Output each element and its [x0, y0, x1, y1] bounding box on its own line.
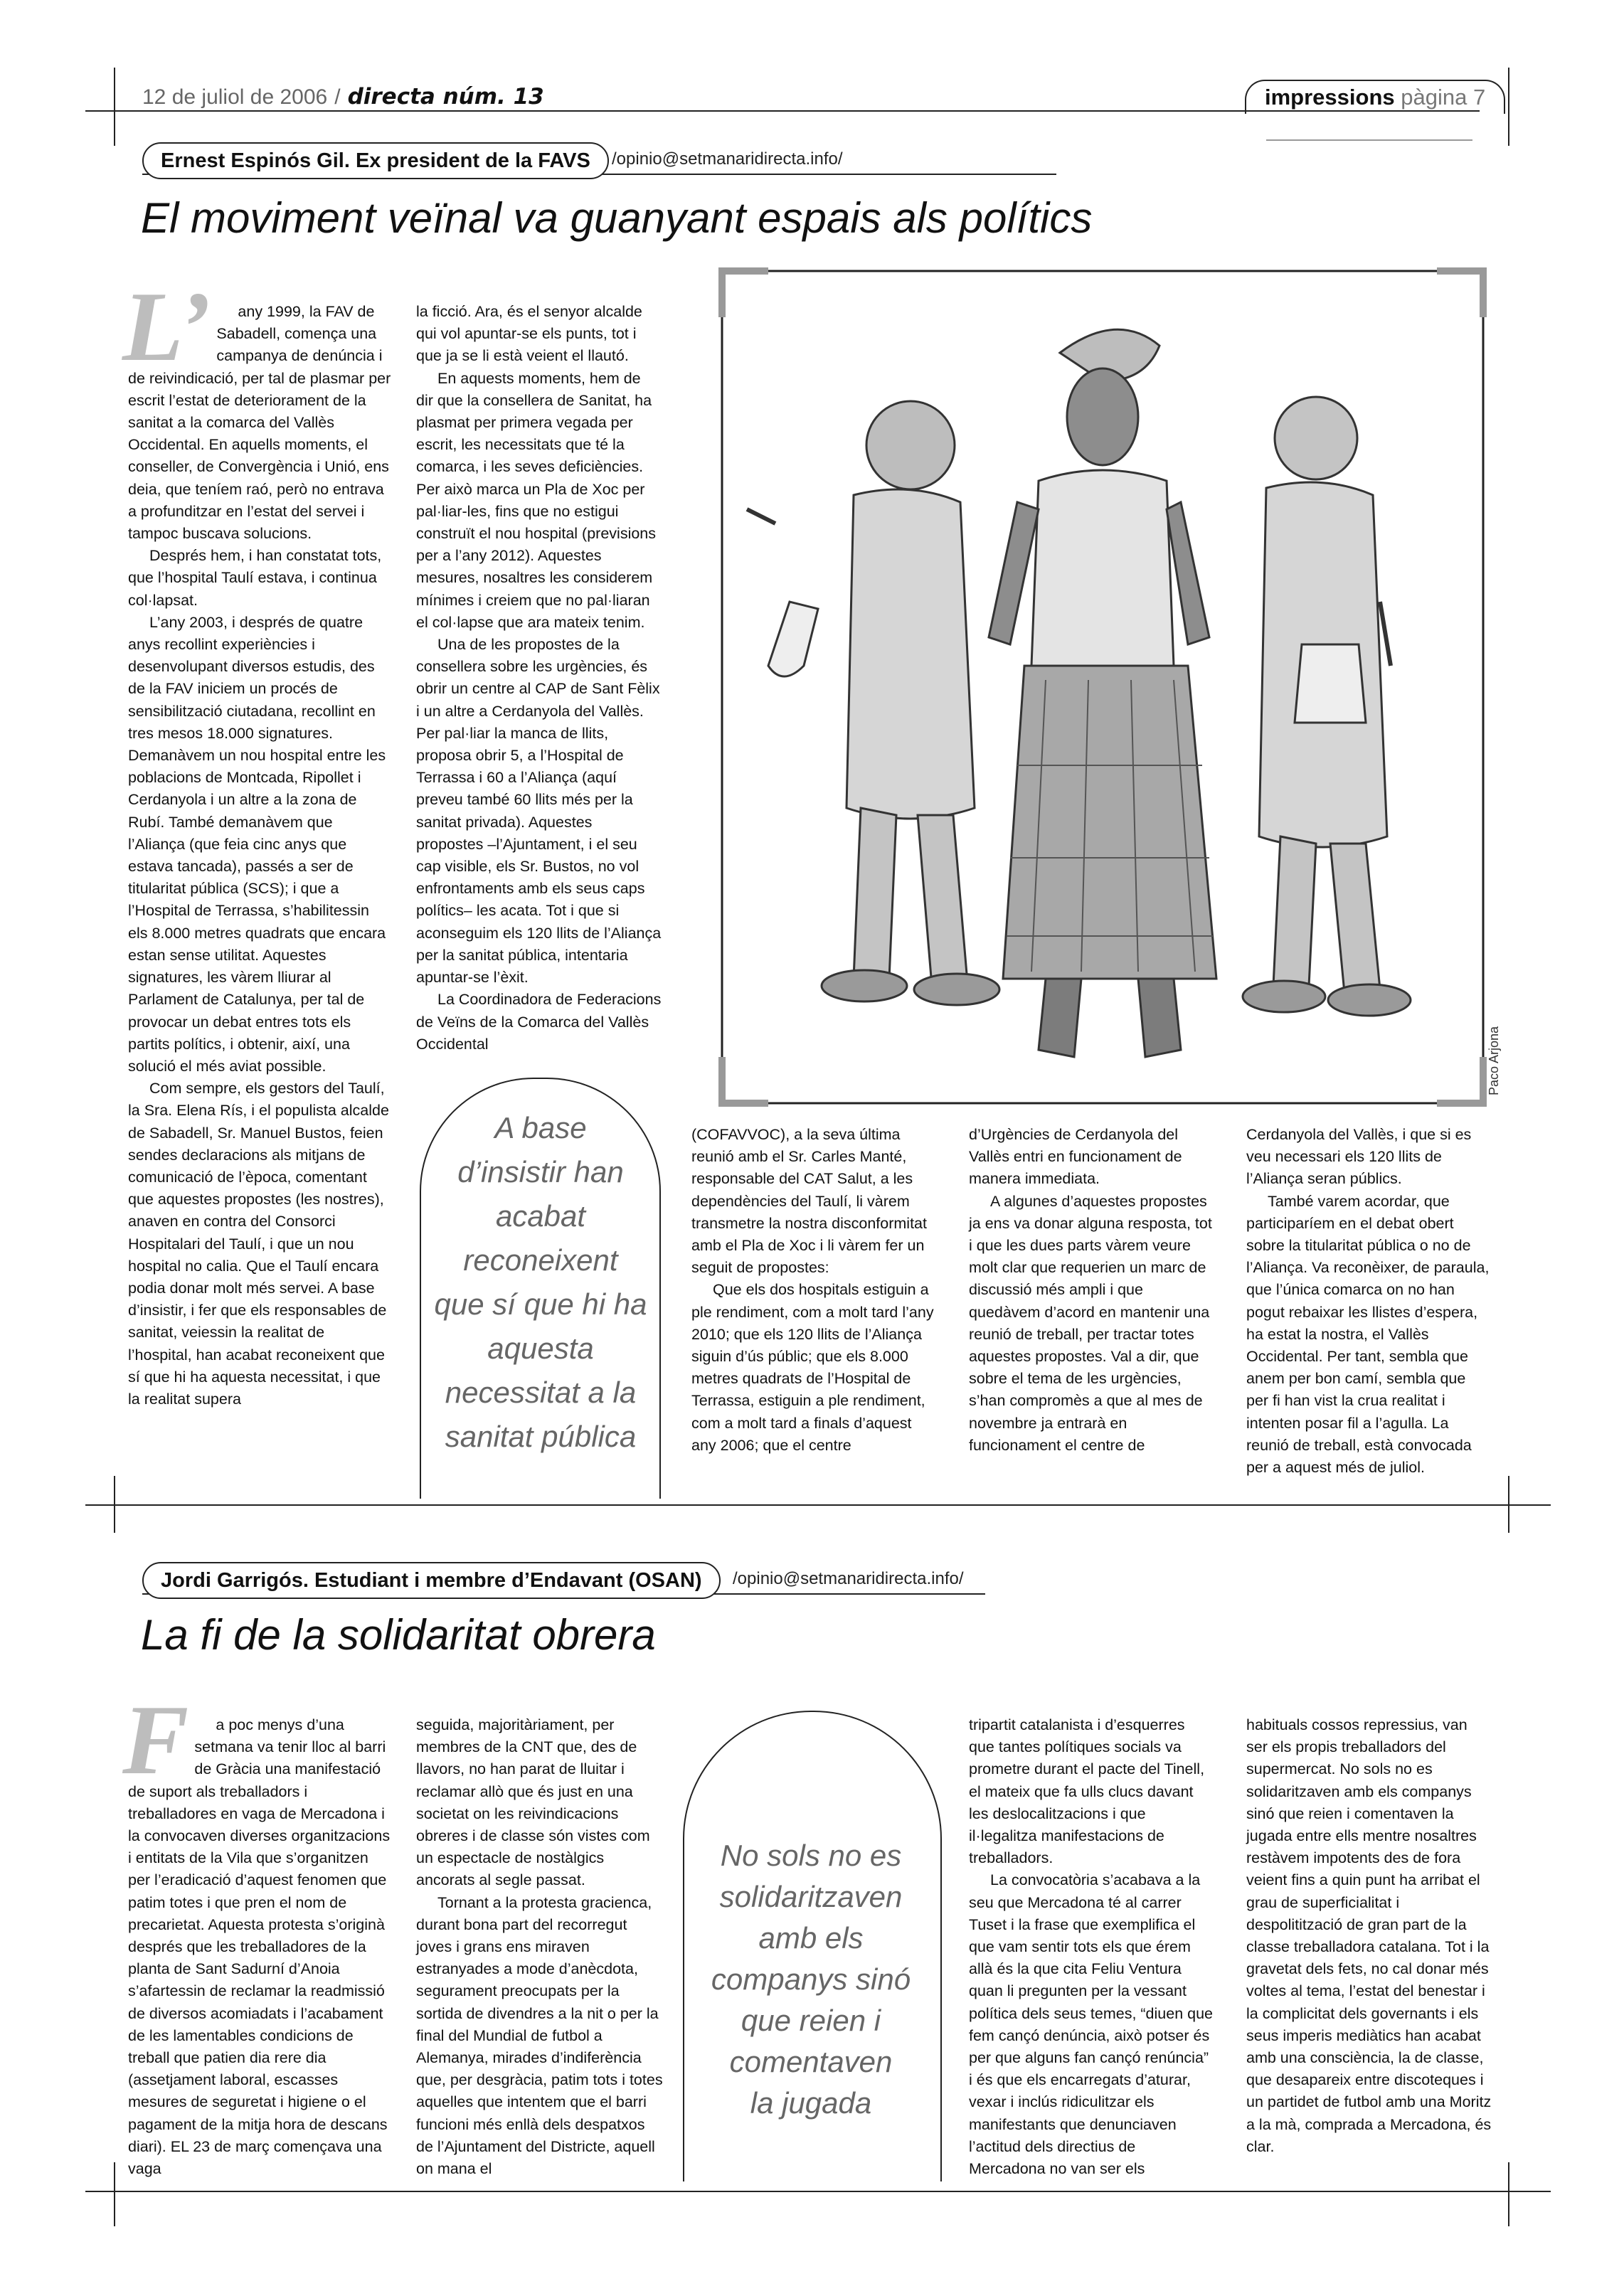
- article1-col1-paragraph: Després hem, i han constatat tots, que l’hospital Taulí estava, i continua col·lapsat.: [128, 547, 382, 609]
- article2-col3-paragraph: La convocatòria s’acabava a la seu que Mercadona té al carrer Tuset i la frase que exemplifica el que vam sentir tots els que érem allà és la que cita Feliu Ventura quan li pregunten per la vessant política dels seus temes, “diuen que fem cançó denúncia, això potser és per que alguns fan cançó renúncia” i és que els encarregats d’aturar, vexar i inclús ridiculitzar els manifestants que denunciaven l’actitud dels directius de Mercadona no van ser els: [969, 1871, 1214, 2178]
- article2-col4-paragraph: habituals cossos repressius, van ser els propis treballadors del supermercat. No sols no es solidaritzaven amb els companys sinó que reien i comentaven la jugada entre ells mentre nosaltres restàvem impotents des de fora veient fins a quin punt ha arribat el grau de superficialitat i despolitització de gran part de la classe treballadora catalana. Tot i la gravetat dels fets, no cal donar més voltes al tema, l’estat del benestar i la complicitat dels governants i els seus imperis mediàtics han acabat amb una consciència, la de classe, que desapareix entre discoteques i un partidet de futbol amb una Moritz a la mà, comprada a Mercadona, és clar.: [1246, 1716, 1492, 2155]
- article1-col1-paragraph: any 1999, la FAV de Sabadell, comença una campanya de denúncia i de reivindicació, per tal de plasmar per escrit l’estat de deteriorament de la sanitat a la comarca del Vallès Occidental. En aquells moments, el conseller, de Convergència i Unió, ens deia, que teníem raó, però no entrava a profunditzar en l’estat del servei i tampoc buscava solucions.: [128, 303, 391, 543]
- page-header-left: [142, 84, 544, 110]
- article2-pullquote: [686, 1835, 935, 2124]
- publication-name: directa núm. 13: [347, 84, 544, 110]
- article2-col2-paragraph: Tornant a la protesta graciencа, durant bona part del recorregut joves i grans ens miraven estranyades a mode d’anècdota, segurament preocupats per la sortida de divendres a la nit o per la final del Mundial de futbol a Alemanya, mirades d’indiferència que, per desgràcia, patim tots i totes aquelles que intentem que el barri funcioni més enllà dels despatxos de l’Ajuntament del Districte, aquell on mana el: [416, 1893, 663, 2178]
- article2-column-2: [416, 1714, 665, 2180]
- article1-col2-paragraph: la ficció. Ara, és el senyor alcalde qui vol apuntar-se els punts, tot i que ja se li està veient el llautó.: [416, 303, 642, 365]
- section-tab: [1245, 80, 1505, 114]
- frame-tick-right-bottom: [1508, 2162, 1509, 2226]
- illustration-figures: [718, 267, 1487, 1107]
- header-separator: /: [334, 85, 341, 109]
- pullquote-line: companys sinó: [711, 1962, 911, 1996]
- frame-tick-left-bottom: [114, 2162, 115, 2226]
- article1-col2-paragraph: En aquests moments, hem de dir que la consellera de Sanitat, ha plasmat per primera vegada per escrit, les necessitats que té la comarca, i les seves deficiències. Per això marca un Pla de Xoc per pal·liar-les, fins que no estigui construït el nou hospital (previsions per a l’any 2012). Aquestes mesures, nosaltres les considerem mínimes i creiem que no pal·liaran el col·lapse que ara mateix tenim.: [416, 369, 657, 631]
- frame-tick-left-top: [114, 68, 115, 146]
- article2-col3-paragraph: tripartit catalanista i d’esquerres que tantes polítiques socials va prometre durant el pacte del Tinell, el mateix que fa ulls clucs davant les deslocalitzacions i que il·legalitza manifestacions de treballadors.: [969, 1716, 1205, 1867]
- pullquote-line: amb els: [758, 1921, 864, 1955]
- article1-col5-paragraph: Cerdanyola del Vallès, i que si es veu necessari els 120 llits de l’Aliança seran públics.: [1246, 1126, 1472, 1188]
- article1-email-link[interactable]: /opinio@setmanaridirecta.info/: [612, 149, 843, 169]
- article1-column-1: [122, 272, 391, 1410]
- article1-col5-paragraph: També varem acordar, que participaríem en el debat obert sobre la titularitat pública o no de l’Aliança. Va reconèixer, de paraula, que l’única comarca on no han pogut rebaixar les llistes d’espera, ha estat la nostra, el Vallès Occidental. Per tant, sembla que anem per bon camí, sembla que per fi han vist la crua realitat i intenten posar fil a l’agulla. La reunió de treball, està convocada per a aquest més de juliol.: [1246, 1192, 1490, 1477]
- article1-col4-paragraph: A algunes d’aquestes propostes ja ens va donar alguna resposta, tot i que les dues parts vàrem veure molt clar que requerien un marc de discussió més ampli i que quedàvem d’acord en mantenir una reunió de treball, per tractar totes aquestes propostes. Val a dir, que sobre el tema de les urgències, s’han compromès a que al mes de novembre ja entrarà en funcionament el centre de: [969, 1192, 1212, 1454]
- pullquote-line: reconeixent: [463, 1243, 618, 1277]
- pullquote-line: la jugada: [750, 2086, 872, 2120]
- section-name: impressions: [1265, 85, 1395, 110]
- pullquote-line: que reien i: [741, 2004, 881, 2037]
- article2-column-3: [969, 1714, 1214, 2180]
- footer-rule: [85, 2191, 1551, 2192]
- article1-pullquote: [423, 1106, 658, 1459]
- article1-column-4: [969, 1124, 1214, 1457]
- pullquote-line: d’insistir han: [457, 1155, 624, 1189]
- pullquote-line: sanitat pública: [445, 1420, 637, 1453]
- pullquote-line: acabat: [495, 1199, 586, 1233]
- frame-tick-right-mid: [1508, 1476, 1509, 1533]
- article1-title: El moviment veïnal va guanyant espais als polítics: [141, 194, 1093, 242]
- article1-column-3: [691, 1124, 937, 1457]
- article1-col2-paragraph: Una de les propostes de la consellera sobre les urgències, és obrir un centre al CAP de Sant Fèlix i un altre a Cerdanyola del Vallès. Per pal·liar la manca de llits, proposa obrir 5, a l’Hospital de Terrassa i 60 a l’Aliança (aquí preveu també 60 llits més per la sanitat privada). Aquestes propostes –l’Ajuntament, i el seu cap visible, els Sr. Bustos, no vol enfrontaments amb els seus caps polítics– les acata. Tot i que si aconseguim els 120 llits de l’Aliança per la sanitat pública, intentaria apuntar-se l’èxit.: [416, 636, 662, 987]
- article2-column-1: [122, 1685, 391, 2180]
- article2-title: La fi de la solidaritat obrera: [141, 1611, 656, 1659]
- article2-col2-paragraph: seguida, majoritàriament, per membres de la CNT que, des de llavors, no han parat de lluitar i reclamar allò que és just en una societat on les reivindicacions obreres i de classe són vistes com un espectacle de nostàlgics ancorats al segle passat.: [416, 1716, 650, 1889]
- pullquote-line: que sí que hi ha: [434, 1287, 647, 1321]
- article2-email-link[interactable]: /opinio@setmanaridirecta.info/: [733, 1569, 964, 1588]
- article1-col3-paragraph: Que els dos hospitals estiguin a ple rendiment, com a molt tard l’any 2010; que els 120 llits de l’Aliança siguin d’ús públic; que els 8.000 metres quadrats de l’Hospital de Terrassa, estiguin a ple rendiment, com a molt tard a finals d’aquest any 2006; que el centre: [691, 1281, 934, 1454]
- article1-col4-paragraph: d’Urgències de Cerdanyola del Vallès entri en funcionament de manera immediata.: [969, 1126, 1182, 1188]
- article1-column-5: [1246, 1124, 1492, 1479]
- article-divider-rule: [85, 1504, 1551, 1506]
- header-short-rule: [1266, 139, 1472, 141]
- article1-col2-paragraph: La Coordinadora de Federacions de Veïns de la Comarca del Vallès Occidental: [416, 991, 662, 1053]
- article2-author: Jordi Garrigós. Estudiant i membre d’Endavant (OSAN): [142, 1562, 721, 1599]
- pullquote-line: aquesta: [487, 1332, 594, 1365]
- article1-author: Ernest Espinós Gil. Ex president de la FAVS: [142, 142, 609, 179]
- article1-column-2: [416, 301, 662, 1056]
- issue-date: 12 de juliol de 2006: [142, 85, 328, 109]
- page-number: pàgina 7: [1401, 85, 1486, 110]
- pullquote-line: comentaven: [729, 2045, 893, 2078]
- article2-col1-paragraph: a poc menys d’una setmana va tenir lloc al barri de Gràcia una manifestació de suport als treballadors i treballadores en vaga de Mercadona i la convocaven diverses organitzacions i entitats de la Vila que s’organitzen per l’eradicació d’aquest fenomen que patim totes i que pren el nom de precarietat. Aquesta protesta s’originà després que les treballadores de la planta de Sant Sadurní d’Anoia s’afartessin de reclamar la readmissió de diversos acomiadats i l’acabament de les lamentables condicions de treball que patien dia rere dia (assetjament laboral, escasses mesures de seguretat i higiene o el pagament de la mitja hora de descans diari). EL 23 de març començava una vaga: [128, 1716, 391, 2178]
- frame-tick-right-top: [1508, 68, 1509, 146]
- pullquote-line: solidaritzaven: [719, 1880, 903, 1913]
- pullquote-line: No sols no es: [720, 1839, 902, 1872]
- article2-dropcap: F: [122, 1685, 189, 1795]
- frame-tick-left-mid: [114, 1476, 115, 1533]
- illustration-credit: Paco Arjona: [1487, 1026, 1501, 1095]
- article2-column-4: [1246, 1714, 1492, 2158]
- article1-col1-paragraph: L’any 2003, i després de quatre anys recollint experiències i desenvolupant diversos estudis, des de la FAV iniciem un procés de sensibilització ciutadana, recollint en tres mesos 18.000 signatures. Demanàvem un nou hospital entre les poblacions de Montcada, Ripollet i Cerdanyola i un altre a la zona de Rubí. També demanàvem que l’Aliança (que feia cinc anys que estava tancada), passés a ser de titularitat pública (SCS); i que a l’Hospital de Terrassa, s’habilitessin els 8.000 metres quadrats que encara estan sense utilitat. Aquestes signatures, les vàrem lliurar al Parlament de Catalunya, per tal de provocar un debat entres tots els partits polítics, i obtenir, així, una solució el més aviat possible.: [128, 613, 386, 1075]
- article1-dropcap: L’: [122, 272, 211, 382]
- article1-illustration: [718, 267, 1487, 1107]
- pullquote-line: A base: [494, 1111, 587, 1144]
- pullquote-line: necessitat a la: [445, 1376, 637, 1409]
- article1-col1-paragraph: Com sempre, els gestors del Taulí, la Sra. Elena Rís, i el populista alcalde de Sabadell, Sr. Manuel Bustos, feien sendes declaracions als mitjans de comunicació de l’època, comentant que aquestes propostes (les nostres), anaven en contra del Consorci Hospitalari del Taulí, i que un nou hospital no calia. Que el Taulí encara podia donar molt més servei. A base d’insistir, i fer que els responsables de sanitat, veiessin la realitat de l’hospital, han acabat reconeixent que sí que hi ha aquesta necessitat, i que la realitat supera: [128, 1080, 389, 1408]
- article1-col3-paragraph: (COFAVVOC), a la seva última reunió amb el Sr. Carles Manté, responsable del CAT Salut, a les dependències del Taulí, li vàrem transmetre la nostra disconformitat amb el Pla de Xoc i li vàrem fer un seguit de propostes:: [691, 1126, 927, 1277]
